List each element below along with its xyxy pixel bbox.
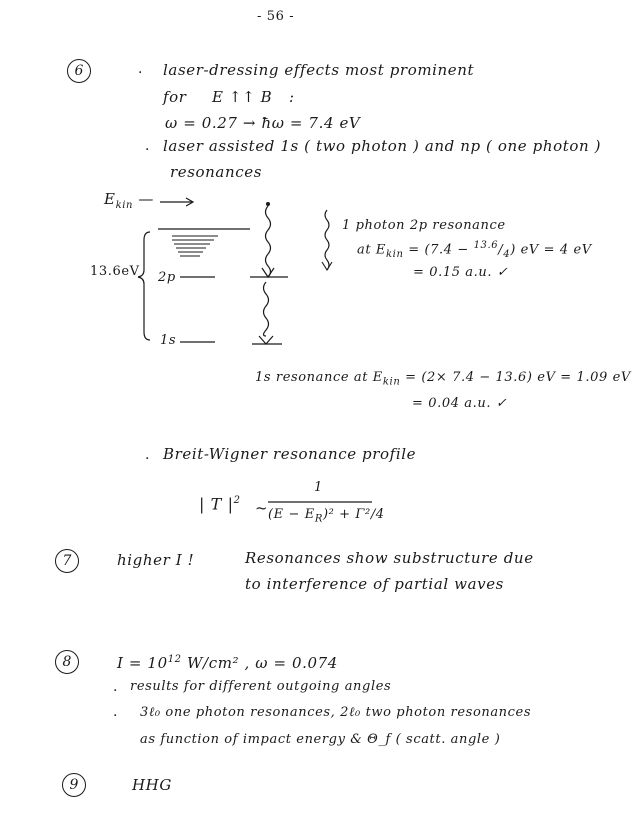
level-1s-label: 1s — [160, 333, 177, 348]
eight-line-1: $I = 10^{12}$ W/cm² , ω = 0.074 — [117, 654, 338, 672]
bullet: · — [113, 683, 118, 699]
six-line-2b: E ↑↑ B — [212, 88, 273, 106]
six-line-2c: : — [289, 88, 295, 106]
one-photon-line-1: 1 photon 2p resonance — [342, 218, 506, 233]
six-line-1: laser-dressing effects most prominent — [163, 61, 475, 79]
six-line-4: laser assisted 1s ( two photon ) and np ( one photon ) — [163, 137, 602, 155]
res-1s-line-2: = 0.04 a.u. ✓ — [412, 396, 508, 411]
breit-numerator: 1 — [314, 480, 323, 495]
bullet: · — [145, 451, 150, 467]
breit-approx: ~ — [255, 499, 269, 517]
item-8-number: 8 — [62, 654, 72, 670]
res-1s-line-1: 1s resonance at $E_{kin} = (2\times 7.4 - 13.6)$ eV = 1.09 eV — [255, 370, 631, 388]
page-number: - 56 - — [257, 9, 295, 24]
seven-line-1: Resonances show substructure due — [245, 549, 534, 567]
six-line-2a: for — [163, 88, 187, 106]
six-line-3: ω = 0.27 → ħω = 7.4 eV — [165, 114, 361, 132]
breit-title: Breit-Wigner resonance profile — [163, 445, 417, 463]
seven-left: higher I ! — [117, 551, 195, 569]
ionization-energy-label: 13.6eV — [90, 264, 140, 279]
breit-lhs: | T $|^2$ — [199, 494, 241, 514]
seven-line-2: to interference of partial waves — [245, 575, 504, 593]
breit-denominator: $(E - E_R)^2 + \Gamma^2/4$ — [268, 507, 385, 525]
bullet: · — [113, 708, 118, 724]
item-7-number: 7 — [62, 553, 72, 569]
level-2p-label: 2p — [158, 270, 176, 285]
nine-text: HHG — [132, 776, 172, 794]
eight-line-2: results for different outgoing angles — [130, 679, 392, 694]
six-line-5: resonances — [170, 163, 263, 181]
bullet: · — [138, 65, 143, 81]
item-9-number: 9 — [69, 777, 79, 793]
one-photon-line-2: at $E_{kin} = (7.4 - ^{13.6}/_4)$ eV = 4 eV — [357, 240, 592, 260]
bullet: · — [145, 142, 150, 158]
one-photon-line-3: = 0.15 a.u. ✓ — [413, 265, 509, 280]
eight-line-3: 3ℓ₀ one photon resonances, 2ℓ₀ two photon resonances — [140, 705, 532, 720]
item-6-number: 6 — [74, 63, 84, 79]
eight-line-4: as function of impact energy & Θ_f ( scatt. angle ) — [140, 732, 501, 747]
ekin-label: $E_{kin}$ — — [104, 190, 155, 211]
